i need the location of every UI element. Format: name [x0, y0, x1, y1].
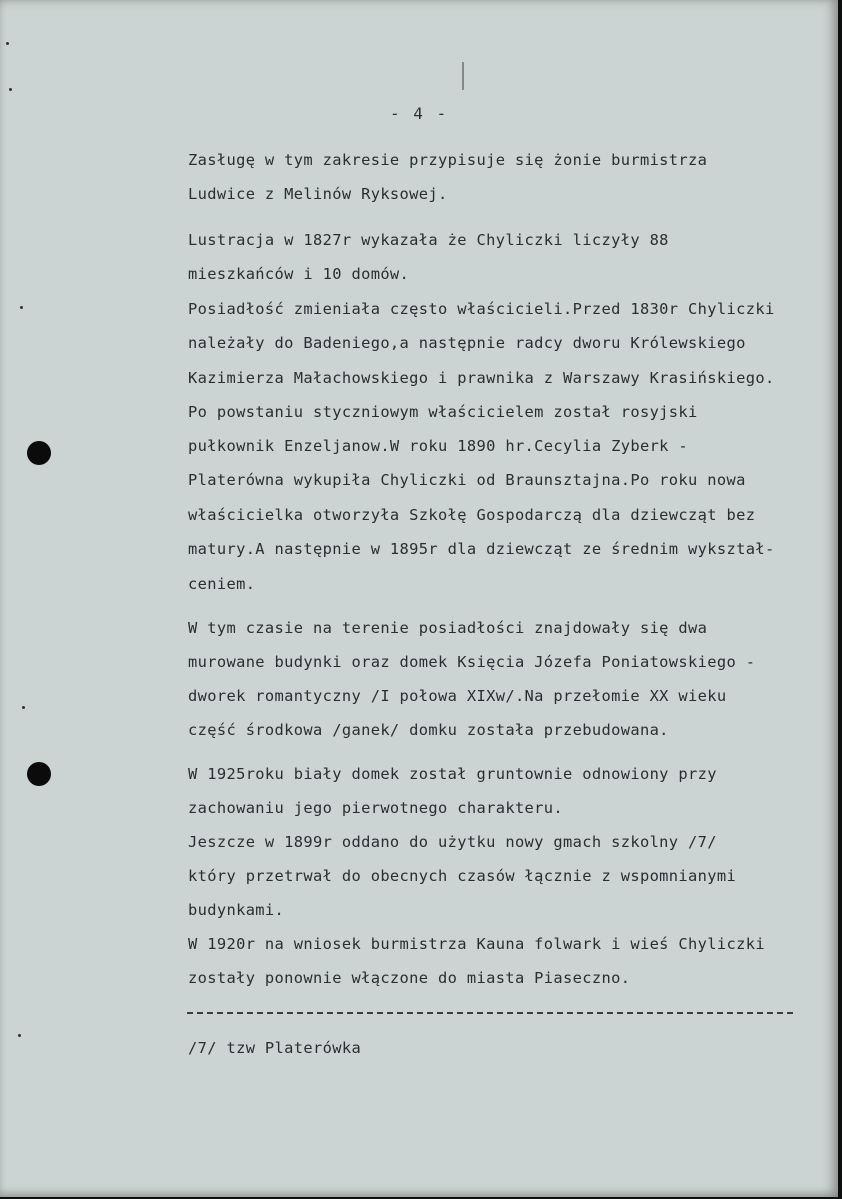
text-line: Jeszcze w 1899r oddano do użytku nowy gmach szkolny /7/: [188, 833, 717, 851]
text-line: ceniem.: [188, 575, 256, 593]
text-line: Po powstaniu styczniowym właścicielem został rosyjski: [188, 403, 698, 421]
text-line: W 1920r na wniosek burmistrza Kauna folwark i wieś Chyliczki: [188, 935, 765, 953]
speck: [6, 42, 9, 45]
text-line: który przetrwał do obecnych czasów łącznie z wspomnianymi: [188, 867, 737, 885]
text-line: mieszkańców i 10 domów.: [188, 265, 410, 283]
text-line: Ludwice z Melinów Ryksowej.: [188, 185, 448, 203]
text-line: pułkownik Enzeljanow.W roku 1890 hr.Cecylia Zyberk -: [188, 437, 689, 455]
text-line: murowane budynki oraz domek Księcia Józefa Poniatowskiego -: [188, 653, 756, 671]
text-line: należały do Badeniego,a następnie radcy dworu Królewskiego: [188, 334, 746, 352]
punch-hole: [27, 441, 51, 465]
text-line: Posiadłość zmieniała często właścicieli.Przed 1830r Chyliczki: [188, 300, 775, 318]
text-line: W 1925roku biały domek został gruntownie odnowiony przy: [188, 765, 717, 783]
text-line: zachowaniu jego pierwotnego charakteru.: [188, 799, 564, 817]
speck: [18, 1034, 21, 1037]
footnote: /7/ tzw Platerówka: [188, 1039, 362, 1057]
margin-mark: [462, 62, 464, 90]
footnote-separator: [187, 1012, 793, 1014]
speck: [22, 706, 25, 709]
text-line: właścicielka otworzyła Szkołę Gospodarczą dla dziewcząt bez: [188, 506, 756, 524]
text-line: dworek romantyczny /I połowa XIXw/.Na przełomie XX wieku: [188, 687, 727, 705]
text-line: Lustracja w 1827r wykazała że Chyliczki liczyły 88: [188, 231, 669, 249]
text-line: Zasługę w tym zakresie przypisuje się żonie burmistrza: [188, 151, 708, 169]
text-line: Platerówna wykupiła Chyliczki od Braunsztajna.Po roku nowa: [188, 471, 746, 489]
text-line: Kazimierza Małachowskiego i prawnika z Warszawy Krasińskiego.: [188, 369, 775, 387]
text-line: zostały ponownie włączone do miasta Piaseczno.: [188, 969, 631, 987]
speck: [20, 306, 23, 309]
text-line: część środkowa /ganek/ domku została przebudowana.: [188, 721, 669, 739]
punch-hole: [27, 762, 51, 786]
speck: [9, 88, 12, 91]
text-line: matury.A następnie w 1895r dla dziewcząt ze średnim wykształ-: [188, 540, 775, 558]
page-number: - 4 -: [390, 104, 449, 123]
text-line: budynkami.: [188, 901, 285, 919]
text-line: W tym czasie na terenie posiadłości znajdowały się dwa: [188, 619, 708, 637]
